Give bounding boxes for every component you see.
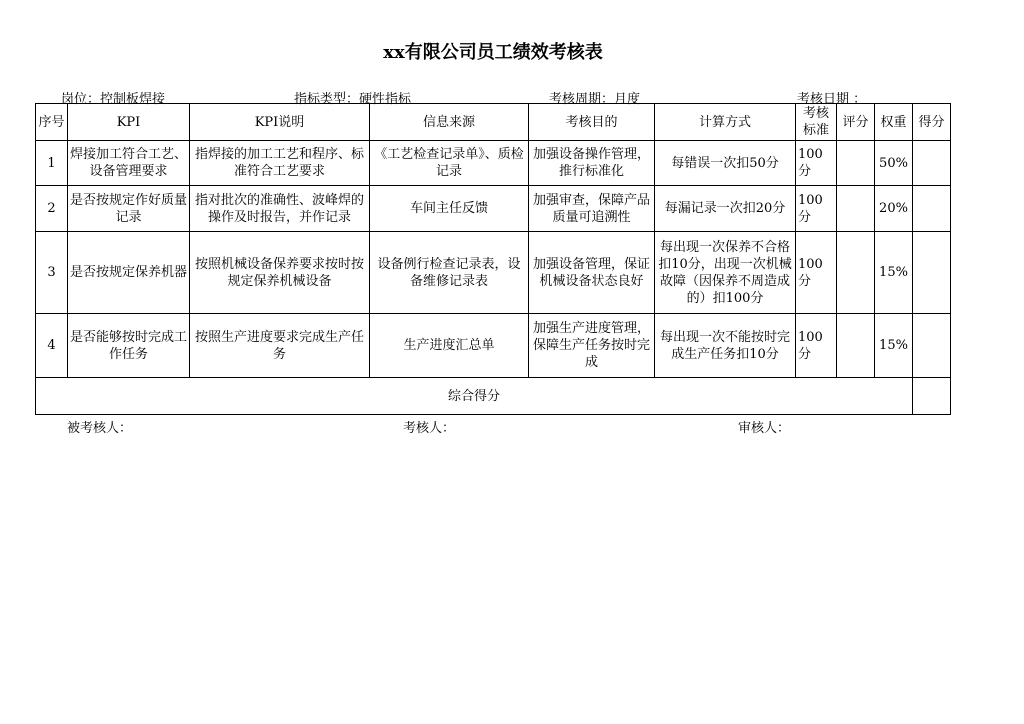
- row-method: 每错误一次扣50分: [655, 141, 796, 186]
- table-row: [36, 232, 951, 314]
- total-label: 综合得分: [36, 378, 913, 415]
- info-date: 考核日期 ：: [797, 92, 867, 107]
- header-desc: KPI说明: [190, 104, 370, 141]
- header-result: 得分: [913, 104, 951, 141]
- row-method: 每漏记录一次扣20分: [655, 186, 796, 232]
- row-source: 《工艺检查记录单》、质检记录: [370, 141, 529, 186]
- table-row: [36, 314, 951, 378]
- row-standard: 100分: [796, 141, 837, 186]
- row-method: 每出现一次保养不合格扣10分，出现一次机械故障（因保养不周造成的）扣100分: [655, 232, 796, 314]
- row-result[interactable]: [913, 314, 951, 378]
- row-kpi: 是否能够按时完成工作任务: [68, 314, 190, 378]
- row-seq: 1: [36, 141, 68, 186]
- row-seq: 3: [36, 232, 68, 314]
- row-desc: 按照机械设备保养要求按时按规定保养机械设备: [190, 232, 370, 314]
- info-period: 考核周期：月度: [549, 92, 641, 107]
- row-weight: 15%: [875, 314, 913, 378]
- total-value[interactable]: [913, 378, 951, 415]
- header-seq: 序号: [36, 104, 68, 141]
- header-standard: 考核标准: [796, 104, 837, 141]
- row-result[interactable]: [913, 232, 951, 314]
- row-desc: 指焊接的加工工艺和程序、标准符合工艺要求: [190, 141, 370, 186]
- signature-evaluator: 考核人：: [403, 421, 456, 436]
- row-source: 车间主任反馈: [370, 186, 529, 232]
- row-purpose: 加强设备管理，保证机械设备状态良好: [529, 232, 655, 314]
- row-score[interactable]: [837, 314, 875, 378]
- info-indicator-type: 指标类型：硬性指标: [294, 92, 412, 107]
- row-desc: 指对批次的准确性、波峰焊的操作及时报告，并作记录: [190, 186, 370, 232]
- row-score[interactable]: [837, 186, 875, 232]
- header-method: 计算方式: [655, 104, 796, 141]
- row-weight: 15%: [875, 232, 913, 314]
- signature-evaluatee: 被考核人：: [67, 421, 133, 436]
- header-source: 信息来源: [370, 104, 529, 141]
- header-weight: 权重: [875, 104, 913, 141]
- row-seq: 4: [36, 314, 68, 378]
- table-row: [36, 186, 951, 232]
- row-source: 设备例行检查记录表，设备维修记录表: [370, 232, 529, 314]
- row-standard: 100分: [796, 186, 837, 232]
- total-row: [36, 378, 951, 415]
- row-seq: 2: [36, 186, 68, 232]
- page-title: xx有限公司员工绩效考核表: [383, 42, 603, 63]
- row-kpi: 是否按规定作好质量记录: [68, 186, 190, 232]
- row-result[interactable]: [913, 186, 951, 232]
- row-method: 每出现一次不能按时完成生产任务扣10分: [655, 314, 796, 378]
- row-weight: 50%: [875, 141, 913, 186]
- info-position: 岗位：控制板焊接: [61, 92, 166, 107]
- row-result[interactable]: [913, 141, 951, 186]
- row-purpose: 加强生产进度管理，保障生产任务按时完成: [529, 314, 655, 378]
- header-kpi: KPI: [68, 104, 190, 141]
- row-purpose: 加强审查，保障产品质量可追溯性: [529, 186, 655, 232]
- row-purpose: 加强设备操作管理，推行标准化: [529, 141, 655, 186]
- table-row: [36, 141, 951, 186]
- row-standard: 100分: [796, 314, 837, 378]
- header-score: 评分: [837, 104, 875, 141]
- header-row: [36, 104, 951, 141]
- header-purpose: 考核目的: [529, 104, 655, 141]
- row-score[interactable]: [837, 232, 875, 314]
- signature-reviewer: 审核人：: [738, 421, 791, 436]
- row-source: 生产进度汇总单: [370, 314, 529, 378]
- row-weight: 20%: [875, 186, 913, 232]
- row-kpi: 是否按规定保养机器: [68, 232, 190, 314]
- row-kpi: 焊接加工符合工艺、设备管理要求: [68, 141, 190, 186]
- row-desc: 按照生产进度要求完成生产任务: [190, 314, 370, 378]
- kpi-table: [35, 103, 951, 415]
- row-standard: 100分: [796, 232, 837, 314]
- row-score[interactable]: [837, 141, 875, 186]
